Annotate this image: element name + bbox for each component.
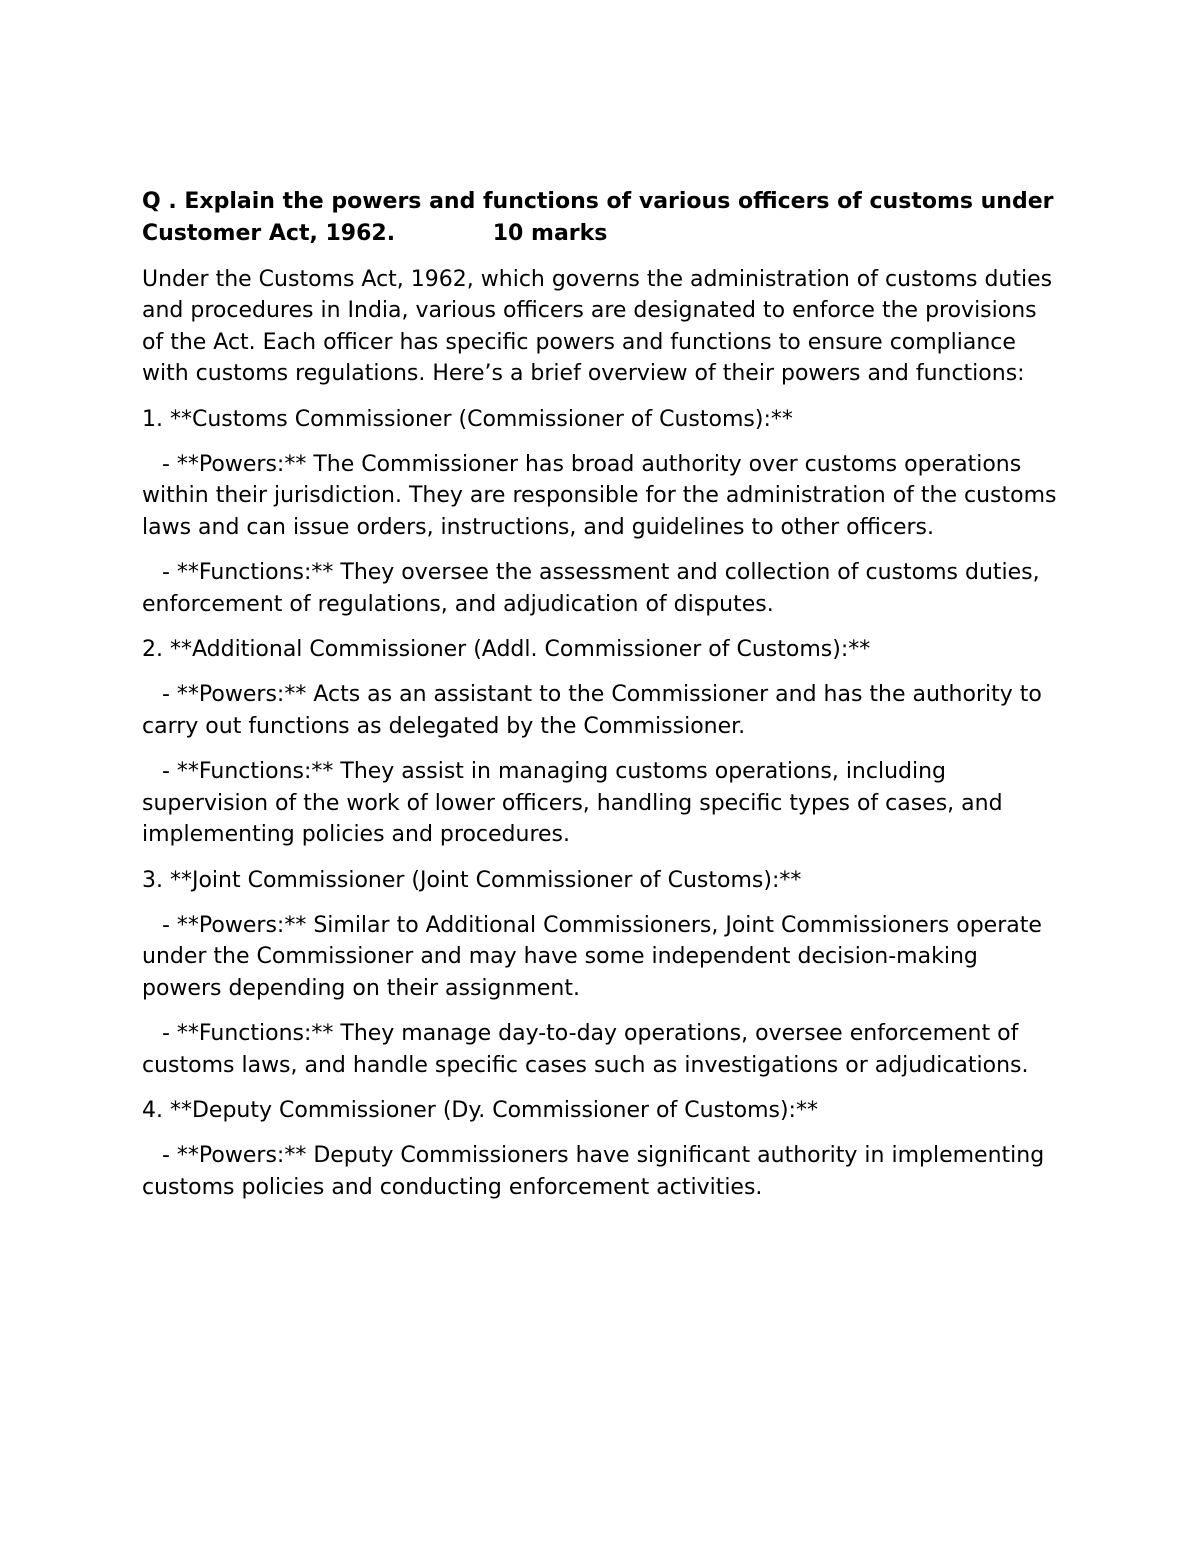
commissioner-powers: - **Powers:** The Commissioner has broad authority over customs operations within their jurisdiction. They are responsible for the administration of the customs laws and can issue orders, instructions, and guidelines to other officers. xyxy=(142,452,1057,540)
section-heading-additional-commissioner: 2. **Additional Commissioner (Addl. Commissioner of Customs):** xyxy=(142,637,871,663)
additional-commissioner-powers: - **Powers:** Acts as an assistant to the Commissioner and has the authority to carry out functions as delegated by the Commissioner. xyxy=(142,682,1042,739)
section-heading-commissioner: 1. **Customs Commissioner (Commissioner of Customs):** xyxy=(142,406,793,432)
intro-paragraph: Under the Customs Act, 1962, which governs the administration of customs duties and procedures in India, various officers are designated to enforce the provisions of the Act. Each officer has specific powers and functions to ensure compliance with customs regulations. Here’s a brief overview of their powers and functions: xyxy=(142,267,1053,387)
joint-commissioner-functions: - **Functions:** They manage day-to-day operations, oversee enforcement of customs laws, and handle specific cases such as investigations or adjudications. xyxy=(142,1021,1029,1078)
question-text: Q . Explain the powers and functions of various officers of customs under Customer Act, 1962. xyxy=(142,189,1054,246)
additional-commissioner-functions: - **Functions:** They assist in managing customs operations, including supervision of the work of lower officers, handling specific types of cases, and implementing policies and procedures. xyxy=(142,759,1003,848)
commissioner-functions: - **Functions:** They oversee the assessment and collection of customs duties, enforcement of regulations, and adjudication of disputes. xyxy=(142,560,1040,617)
section-heading-joint-commissioner: 3. **Joint Commissioner (Joint Commissioner of Customs):** xyxy=(142,867,802,893)
document-page xyxy=(142,186,1062,1217)
joint-commissioner-powers: - **Powers:** Similar to Additional Commissioners, Joint Commissioners operate under the Commissioner and may have some independent decision-making powers depending on their assignment. xyxy=(142,912,1042,1001)
section-heading-deputy-commissioner: 4. **Deputy Commissioner (Dy. Commissioner of Customs):** xyxy=(142,1097,818,1123)
deputy-commissioner-powers: - **Powers:** Deputy Commissioners have significant authority in implementing customs policies and conducting enforcement activities. xyxy=(142,1143,1045,1200)
question-heading xyxy=(142,186,1062,250)
question-marks: 10 marks xyxy=(492,221,608,246)
